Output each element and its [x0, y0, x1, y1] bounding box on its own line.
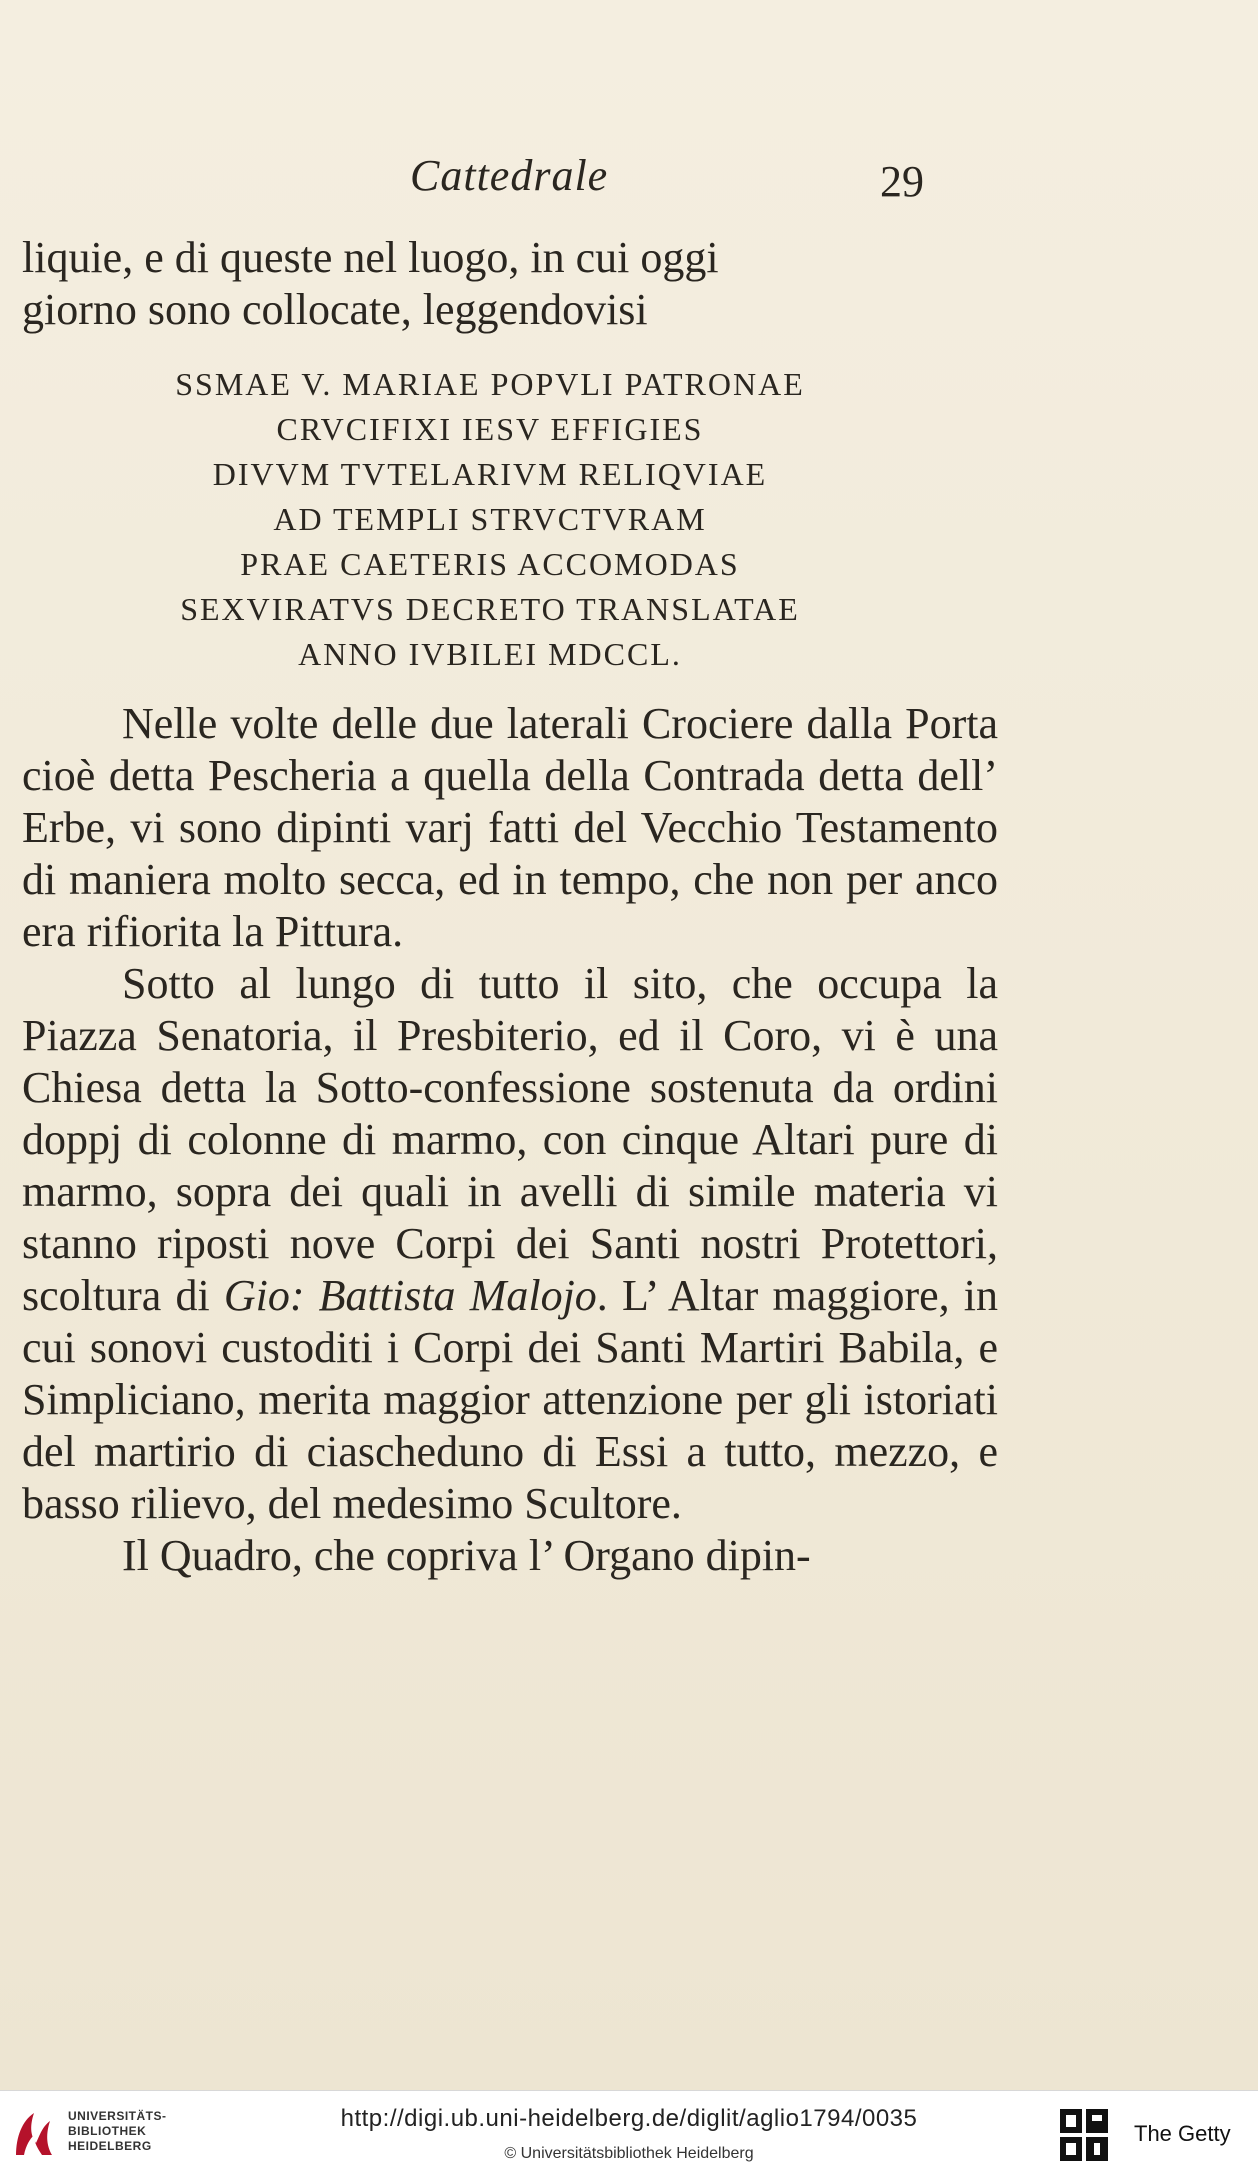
library-name-line: BIBLIOTHEK	[68, 2124, 147, 2138]
running-title: Cattedrale	[410, 151, 609, 200]
getty-logo-icon	[1058, 2107, 1110, 2163]
library-name-line: UNIVERSITÄTS-	[68, 2109, 167, 2123]
copyright-notice: © Universitätsbibliothek Heidelberg	[504, 2145, 754, 2162]
paragraph-quadro: Il Quadro, che copriva l’ Organo dipin-	[122, 1531, 811, 1580]
sculptor-name: Gio: Battista Malojo	[223, 1271, 597, 1320]
paragraph-crociere: Nelle volte delle due laterali Crociere dalla Porta cioè detta Pescheria a quella della Contrada detta dell’ Erbe, vi sono dipinti varj fatti del Vecchio Testamento di maniera molto secca, ed in tempo, che non per anco era rifiorita la Pittura.	[22, 699, 998, 956]
inscription-line: SSMAE V. MARIAE POPVLI PATRONAE	[175, 366, 805, 402]
permalink-url[interactable]: http://digi.ub.uni-heidelberg.de/diglit/aglio1794/0035	[340, 2105, 918, 2132]
opening-line: giorno sono collocate, leggendovisi	[22, 285, 648, 334]
inscription-line: PRAE CAETERIS ACCOMODAS	[240, 546, 740, 582]
main-text	[22, 698, 998, 1582]
viewer-footer	[0, 2090, 1258, 2177]
page-header	[0, 150, 1258, 210]
paragraph-text: Sotto al lungo di tutto il sito, che occupa la Piazza Senatoria, il Presbiterio, ed il Coro, vi è una Chiesa detta la Sotto-confessione sostenuta da ordini doppj di colonne di marmo, con cinque Altari pure di marmo, sopra dei quali in avelli di simile materia vi stanno riposti nove Corpi dei Santi nostri Protettori, scoltura di	[22, 959, 998, 1320]
inscription-line: ANNO IVBILEI MDCCL.	[298, 636, 682, 672]
paragraph-text: . L’ Altar maggiore, in cui sonovi custoditi i Corpi dei Santi Martiri Babila, e Simpliciano, merita maggior attenzione per gli istoriati del martirio di ciascheduno di Essi a tutto, mezzo, e basso rilievo, del medesimo Scultore.	[22, 1271, 999, 1528]
inscription-line: CRVCIFIXI IESV EFFIGIES	[276, 411, 704, 447]
paragraph-sotto-confessione	[22, 958, 998, 1530]
library-name-line: HEIDELBERG	[68, 2139, 152, 2153]
inscription-line: DIVVM TVTELARIVM RELIQVIAE	[212, 456, 768, 492]
inscription-line: SEXVIRATVS DECRETO TRANSLATAE	[180, 591, 800, 627]
getty-name: The Getty	[1134, 2121, 1231, 2146]
latin-inscription	[90, 362, 890, 677]
opening-lines	[22, 232, 998, 336]
inscription-line: AD TEMPLI STRVCTVRAM	[273, 501, 707, 537]
page-number: 29	[880, 157, 924, 206]
university-library-name	[68, 2109, 167, 2154]
university-library-logo-icon	[12, 2109, 56, 2159]
opening-line: liquie, e di queste nel luogo, in cui oggi	[22, 233, 719, 282]
